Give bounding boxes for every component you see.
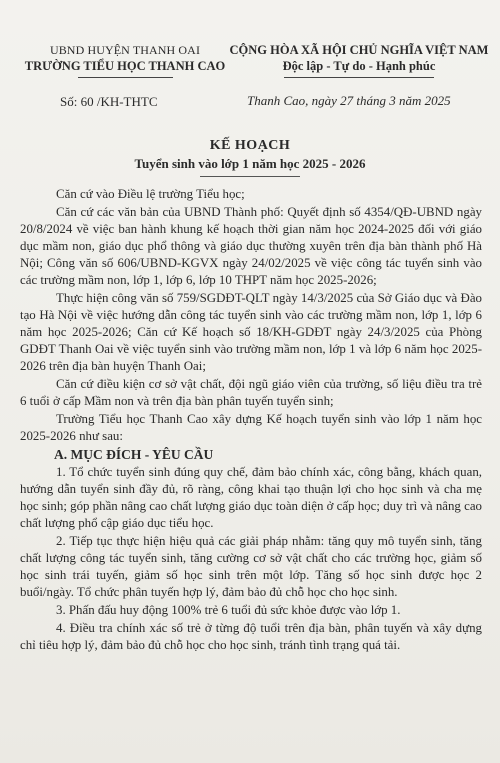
header-underline (78, 77, 173, 78)
document-number: Số: 60 /KH-THTC (60, 94, 158, 109)
subtitle-underline (200, 176, 300, 177)
paragraph: Căn cứ vào Điều lệ trường Tiểu học; (56, 187, 245, 201)
national-header (218, 42, 500, 78)
republic-name: CỘNG HÒA XÃ HỘI CHỦ NGHĨA VIỆT NAM (229, 43, 489, 57)
document-body (20, 186, 482, 655)
paragraph: Căn cứ các văn bản của UBND Thành phố: Quyết định số 4354/QĐ-UBND ngày 20/8/2024 về việc ban hành khung kế hoạch thời gian năm học 2024-2025 đối với giáo dục mầm non, giáo dục phổ thông và giáo dục thường xuyên trên địa bàn thành phố Hà Nội; Công văn số 606/UBND-KGVX ngày 24/02/2025 về việc công tác tuyển sinh vào các trường mầm non, lớp 1, lớp 6, lớp 10 THPT năm học 2025-2026; (20, 205, 482, 287)
paragraph: Thực hiện công văn số 759/SGDĐT-QLT ngày 14/3/2025 của Sở Giáo dục và Đào tạo Hà Nội về việc hướng dẫn công tác tuyển sinh vào các trường mầm non, lớp 1, lớp 6 năm học 2025-2026; Căn cứ Kế hoạch số 18/KH-GDĐT ngày 24/3/2025 của Phòng GDĐT Thanh Oai về việc tuyển sinh vào trường mầm non, lớp 1 và lớp 6 năm học 2025-2026 trên địa bàn huyện Thanh Oai; (20, 291, 482, 373)
national-motto: Độc lập - Tự do - Hạnh phúc (282, 59, 436, 73)
section-heading: A. MỤC ĐÍCH - YÊU CẦU (54, 447, 214, 462)
school-name: TRƯỜNG TIỂU HỌC THANH CAO (24, 59, 226, 73)
paragraph: Căn cứ điều kiện cơ sở vật chất, đội ngũ giáo viên của trường, số liệu điều tra trẻ 6 tuổi ở cấp Mầm non và trên địa bàn phân tuyến tuyển sinh; (20, 377, 482, 408)
document-subtitle: Tuyển sinh vào lớp 1 năm học 2025 - 2026 (134, 156, 366, 171)
document-date: Thanh Cao, ngày 27 tháng 3 năm 2025 (247, 93, 451, 108)
agency-header (20, 42, 230, 78)
section-item: 1. Tổ chức tuyển sinh đúng quy chế, đảm bảo chính xác, công bằng, khách quan, hướng dẫn tuyển sinh đầy đủ, rõ ràng, công khai tạo thuận lợi cho học sinh và cha mẹ học sinh; góp phần nâng cao chất lượng giáo dục toàn diện ở cấp học; duy trì và nâng cao chất lượng phổ cập giáo dục tiểu học. (20, 465, 482, 530)
section-item: 2. Tiếp tục thực hiện hiệu quả các giải pháp nhằm: tăng quy mô tuyển sinh, tăng chất lượng công tác tuyển sinh, tăng cường cơ sở vật chất cho các trường học, giảm số học sinh trái tuyến, giảm số học sinh trên một lớp. Tăng số học sinh được học 2 buổi/ngày. Tổ chức phân tuyến hợp lý, đảm bảo đủ chỗ học cho học sinh. (20, 534, 482, 599)
authority-name: UBND HUYỆN THANH OAI (49, 43, 201, 57)
section-item: 3. Phấn đấu huy động 100% trẻ 6 tuổi đủ sức khỏe được vào lớp 1. (56, 603, 401, 617)
motto-underline (284, 77, 434, 78)
section-item: 4. Điều tra chính xác số trẻ ở từng độ tuổi trên địa bàn, phân tuyến và xây dựng chỉ tiêu hợp lý, đảm bảo đủ chỗ học cho học sinh, tránh tình trạng quá tải. (20, 621, 482, 652)
paragraph: Trường Tiểu học Thanh Cao xây dựng Kế hoạch tuyển sinh vào lớp 1 năm học 2025-2026 như sau: (20, 412, 482, 443)
document-title: KẾ HOẠCH (209, 138, 291, 153)
